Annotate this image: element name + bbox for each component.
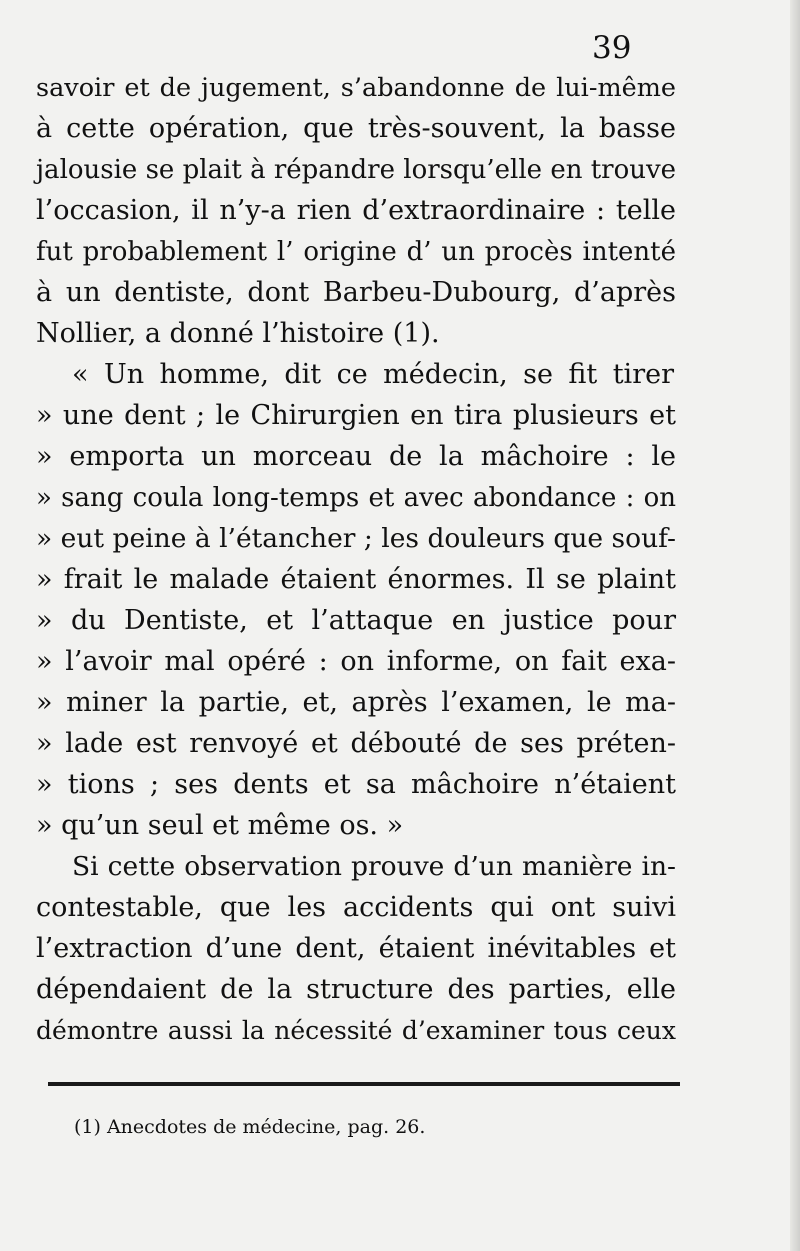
quote-line-1: « Un homme, dit ce médecin, se fit tirer bbox=[72, 359, 674, 390]
quote-line-11: » tions ; ses dents et sa mâchoire n’étaient bbox=[36, 769, 676, 800]
text-line-11: dépendaient de la structure des parties, elle bbox=[36, 974, 676, 1005]
text-line-4: l’occasion, il n’y-a rien d’extraordinaire : telle bbox=[36, 195, 676, 226]
text-line-2: à cette opération, que très-souvent, la basse bbox=[36, 113, 676, 144]
text-line-1: savoir et de jugement, s’abandonne de lui-même bbox=[36, 73, 676, 103]
quote-line-10: » lade est renvoyé et débouté de ses préten- bbox=[36, 728, 676, 759]
text-line-5: fut probablement l’ origine d’ un procès intenté bbox=[36, 237, 676, 267]
quote-line-6: » frait le malade étaient énormes. Il se plaint bbox=[36, 564, 676, 595]
quote-line-3: » emporta un morceau de la mâchoire : le bbox=[36, 441, 676, 472]
footnote: (1) Anecdotes de médecine, pag. 26. bbox=[74, 1116, 426, 1138]
text-line-10: l’extraction d’une dent, étaient inévitables et bbox=[36, 933, 676, 964]
text-line-12: démontre aussi la nécessité d’examiner tous ceux bbox=[36, 1016, 676, 1045]
text-line-7: Nollier, a donné l’histoire (1). bbox=[36, 318, 440, 349]
quote-line-5: » eut peine à l’étancher ; les douleurs que souf- bbox=[36, 523, 676, 554]
quote-line-9: » miner la partie, et, après l’examen, le ma- bbox=[36, 687, 676, 718]
quote-line-4: » sang coula long-temps et avec abondance : on bbox=[36, 483, 676, 513]
text-line-6: à un dentiste, dont Barbeu-Dubourg, d’après bbox=[36, 277, 676, 308]
page-edge-shadow bbox=[790, 0, 800, 1251]
text-line-9: contestable, que les accidents qui ont suivi bbox=[36, 892, 676, 923]
text-line-3: jalousie se plait à répandre lorsqu’elle en trouve bbox=[36, 155, 677, 185]
quote-line-12: » qu’un seul et même os. » bbox=[36, 810, 404, 841]
footnote-rule bbox=[48, 1082, 680, 1086]
quote-line-2: » une dent ; le Chirurgien en tira plusieurs et bbox=[36, 400, 676, 431]
quote-line-7: » du Dentiste, et l’attaque en justice pour bbox=[36, 605, 676, 636]
page-number: 39 bbox=[592, 30, 632, 66]
text-line-8: Si cette observation prouve d’un manière in- bbox=[72, 851, 676, 882]
quote-line-8: » l’avoir mal opéré : on informe, on fait exa- bbox=[36, 646, 676, 677]
